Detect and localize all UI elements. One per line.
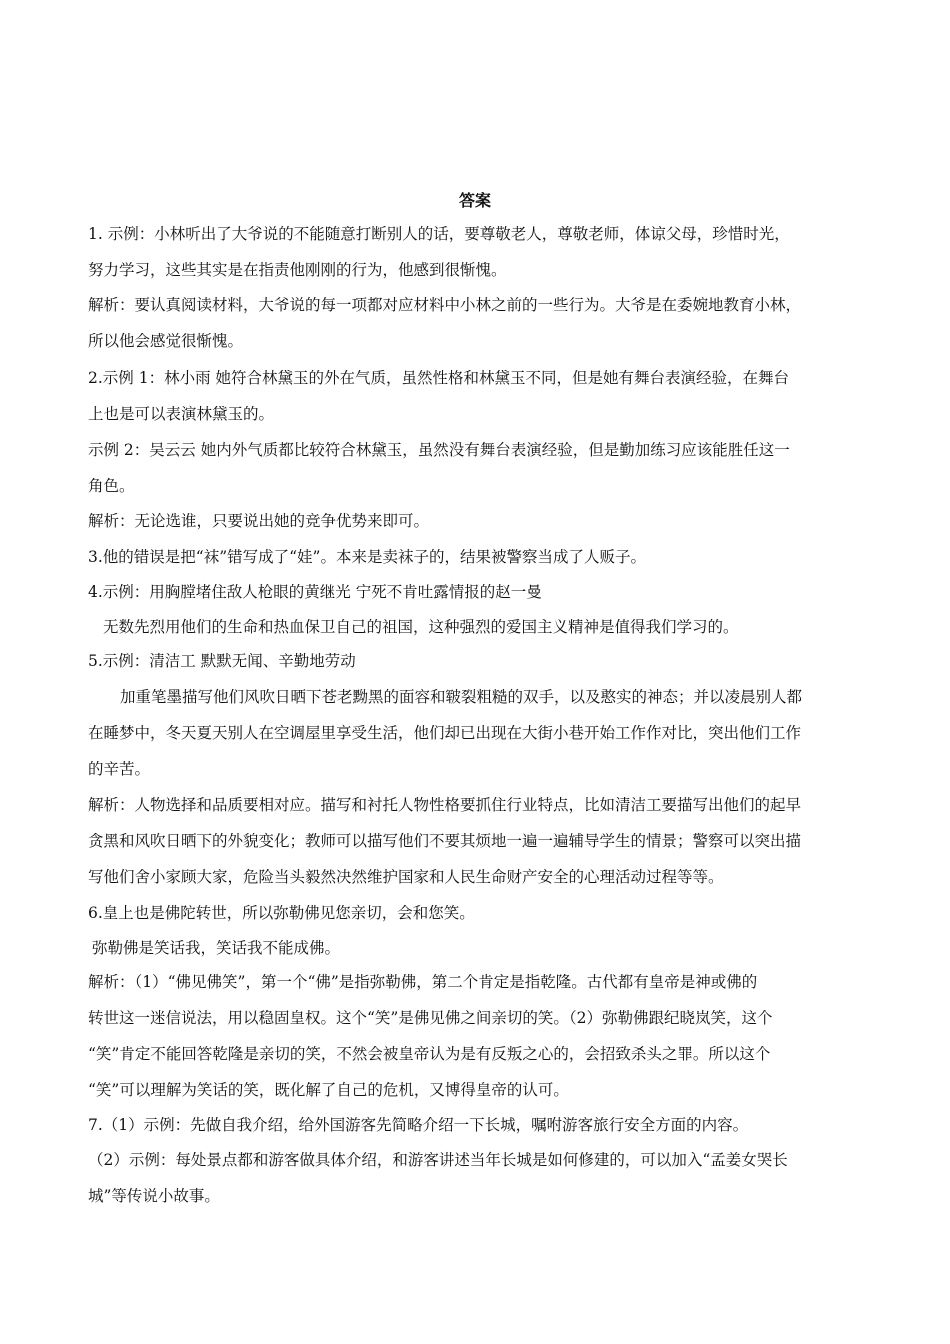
text-line: 解析：要认真阅读材料，大爷说的每一项都对应材料中小林之前的一些行为。大爷是在委婉地教育小林，: [88, 296, 802, 314]
text-line: 上也是可以表演林黛玉的。: [88, 405, 275, 423]
text-line: 城”等传说小故事。: [88, 1187, 220, 1205]
text-line: 在睡梦中，冬天夏天别人在空调屋里享受生活，他们却已出现在大街小巷开始工作作对比，突出他们工作: [88, 724, 802, 742]
text-line: 无数先烈用他们的生命和热血保卫自己的祖国，这种强烈的爱国主义精神是值得我们学习的。: [103, 618, 739, 636]
text-line: 加重笔墨描写他们风吹日晒下苍老黝黑的面容和皲裂粗糙的双手，以及憨实的神态；并以凌晨别人都: [120, 688, 803, 706]
text-line: 转世这一迷信说法，用以稳固皇权。这个“笑”是佛见佛之间亲切的笑。（2）弥勒佛跟纪晓岚笑，这个: [88, 1009, 773, 1027]
text-line: 2.示例 1：林小雨 她符合林黛玉的外在气质，虽然性格和林黛玉不同，但是她有舞台表演经验，在舞台: [88, 369, 790, 387]
text-line: 7.（1）示例：先做自我介绍，给外国游客先简略介绍一下长城，嘱咐游客旅行安全方面的内容。: [88, 1116, 749, 1134]
text-line: 解析：人物选择和品质要相对应。描写和衬托人物性格要抓住行业特点，比如清洁工要描写出他们的起早: [88, 796, 802, 814]
text-line: 解析：（1）“佛见佛笑”，第一个“佛”是指弥勒佛，第二个肯定是指乾隆。古代都有皇帝是神或佛的: [88, 973, 758, 991]
text-line: 示例 2：吴云云 她内外气质都比较符合林黛玉，虽然没有舞台表演经验，但是勤加练习应该能胜任这一: [88, 441, 790, 459]
text-line: 5.示例：清洁工 默默无闻、辛勤地劳动: [88, 652, 356, 670]
text-line: 的辛苦。: [88, 760, 151, 778]
text-line: （2）示例：每处景点都和游客做具体介绍，和游客讲述当年长城是如何修建的，可以加入“孟姜女哭长: [88, 1151, 788, 1169]
text-line: 解析：无论选谁，只要说出她的竞争优势来即可。: [88, 512, 430, 530]
text-line: “笑”肯定不能回答乾隆是亲切的笑，不然会被皇帝认为是有反叛之心的，会招致杀头之罪。所以这个: [88, 1045, 771, 1063]
text-line: 写他们舍小家顾大家，危险当头毅然决然维护国家和人民生命财产安全的心理活动过程等等。: [88, 868, 724, 886]
text-line: 6.皇上也是佛陀转世，所以弥勒佛见您亲切，会和您笑。: [88, 904, 475, 922]
text-line: 4.示例：用胸膛堵住敌人枪眼的黄继光 宁死不肯吐露情报的赵一曼: [88, 583, 542, 601]
text-line: 角色。: [88, 477, 135, 495]
text-line: 1. 示例：小林听出了大爷说的不能随意打断别人的话，要尊敬老人，尊敬老师，体谅父母，珍惜时光，: [88, 225, 790, 243]
text-line: 努力学习，这些其实是在指责他刚刚的行为，他感到很惭愧。: [88, 261, 507, 279]
page-title: 答案: [458, 191, 491, 210]
text-line: “笑”可以理解为笑话的笑，既化解了自己的危机，又博得皇帝的认可。: [88, 1081, 569, 1099]
text-line: 贪黑和风吹日晒下的外貌变化；教师可以描写他们不要其烦地一遍一遍辅导学生的情景；警察可以突出描: [88, 832, 802, 850]
text-line: 所以他会感觉很惭愧。: [88, 332, 244, 350]
text-line: 弥勒佛是笑话我，笑话我不能成佛。: [92, 939, 341, 957]
text-line: 3.他的错误是把“袜”错写成了“娃”。本来是卖袜子的，结果被警察当成了人贩子。: [88, 548, 646, 566]
